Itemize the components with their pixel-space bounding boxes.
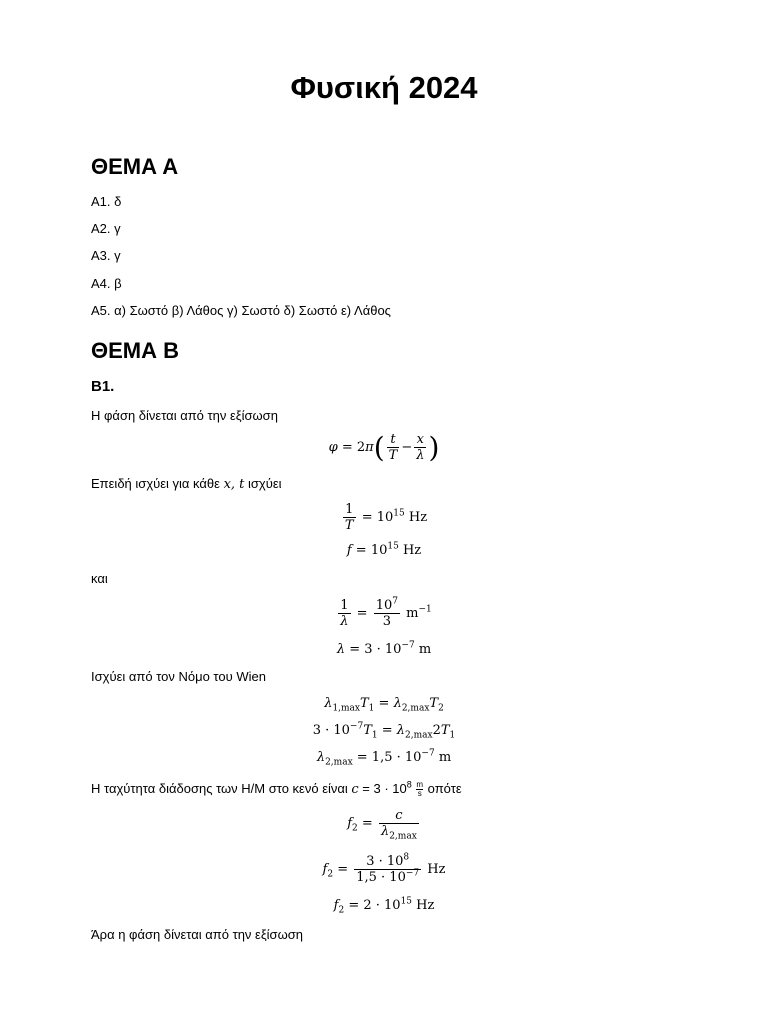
phase-equation: φ = 2π( $\frac{t}{T}$ − $\frac{x}{\lambda}$ ): [328, 430, 440, 464]
document-title: Φυσική 2024: [290, 70, 478, 105]
since-text: Επειδή ισχύει για κάθε x, t ισχύει: [91, 476, 282, 492]
section-b-heading: ΘΕΜΑ Β: [91, 338, 179, 363]
phase-text: Η φάση δίνεται από την εξίσωση: [91, 408, 278, 423]
b1-label: Β1.: [91, 378, 115, 395]
section-a-heading: ΘΕΜΑ Α: [91, 154, 179, 179]
f2-result: $f_2 = 2 \cdot 10^{15}$ Hz: [333, 896, 435, 916]
frequency-equation: $f = 10^{15}$ Hz: [346, 541, 422, 558]
wien-equation-3: $\lambda_{2,max} = 1,5 \cdot 10^{-7}$ m: [316, 748, 452, 768]
and-text: και: [91, 571, 108, 586]
answer-a4: Α4. β: [91, 276, 122, 291]
wien-equation-1: $\lambda_{1,max}T_1 = \lambda_{2,max}T_2$: [324, 696, 444, 714]
f2-substitution: $f_2$ = $\frac{3 \cdot 10^8}{1,5 \cdot 10^{-7}}$ Hz: [322, 852, 446, 885]
period-equation: $\frac{1}{T}$ = $10^{15}$ Hz: [344, 502, 428, 533]
wien-equation-2: $3 \cdot 10^{-7}T_1 = \lambda_{2,max}2T_1$: [312, 721, 456, 741]
answer-a3: Α3. γ: [91, 248, 121, 263]
therefore-text: Άρα η φάση δίνεται από την εξίσωση: [91, 927, 303, 942]
answer-a2: Α2. γ: [91, 221, 121, 236]
wien-text: Ισχύει από τον Νόμο του Wien: [91, 669, 266, 684]
answer-a5: Α5. α) Σωστό β) Λάθος γ) Σωστό δ) Σωστό ε) Λάθος: [91, 303, 391, 318]
answer-a1: Α1. δ: [91, 194, 122, 209]
f2-formula: $f_2$ = $\frac{c}{\lambda_{2,max}}$: [347, 808, 417, 842]
wavelength-equation: $\lambda = 3 \cdot 10^{-7}$ m: [336, 640, 432, 657]
speed-text: Η ταχύτητα διάδοσης των Η/Μ στο κενό είναι $c = 3 \cdot 10^8$ $\frac{m}{s}$ οπότε: [91, 779, 462, 799]
wavelength-inverse-equation: $\frac{1}{\lambda}$ = $\frac{10^7}{3}$ $m^{-1}$: [340, 596, 432, 629]
